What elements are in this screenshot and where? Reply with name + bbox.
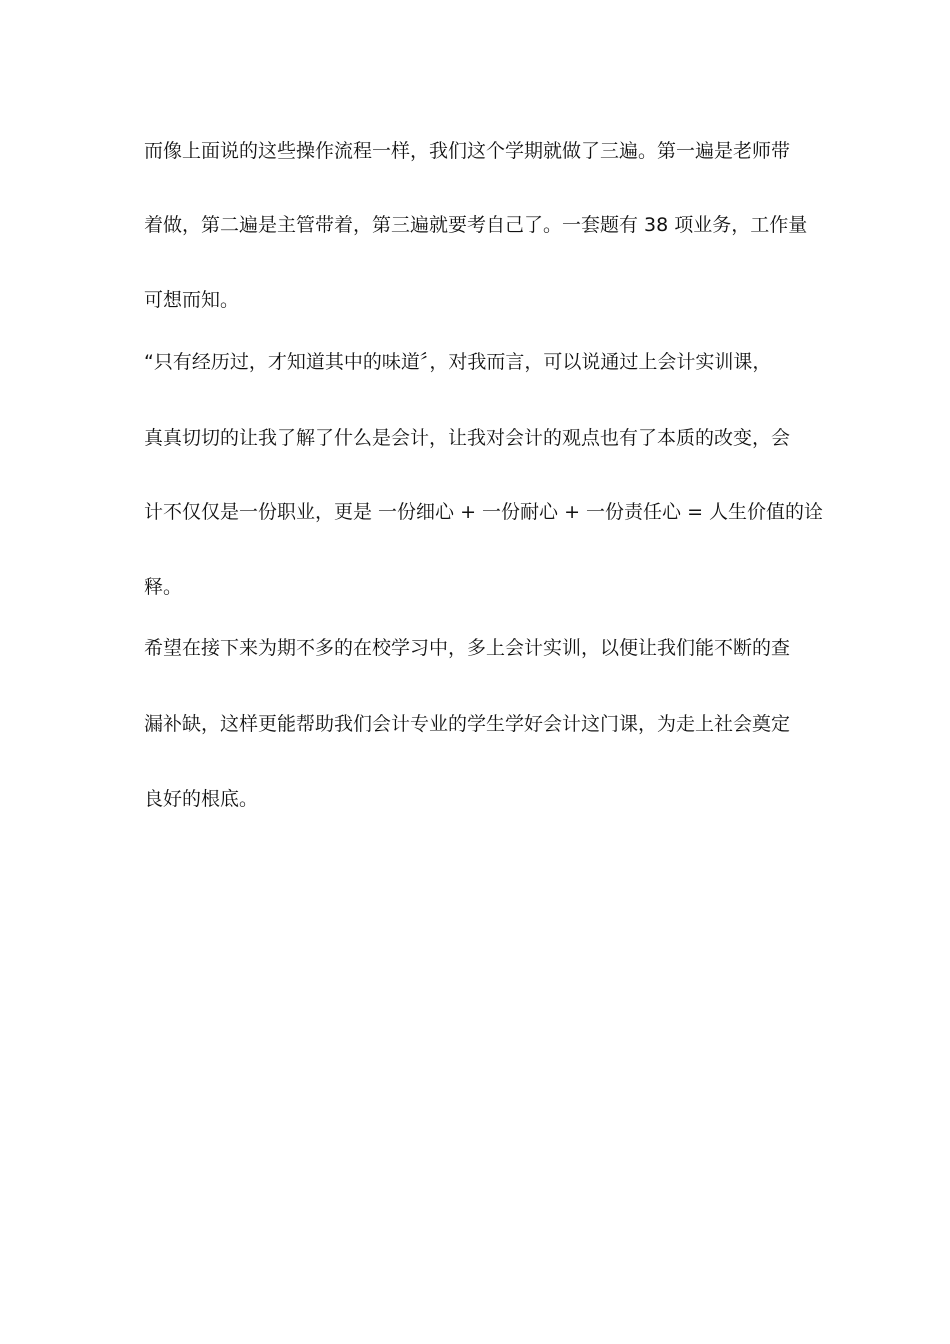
- text-line: 漏补缺，这样更能帮助我们会计专业的学生学好会计这门课，为走上社会奠定: [144, 713, 791, 735]
- text-line: 真真切切的让我了解了什么是会计，让我对会计的观点也有了本质的改变，会: [144, 427, 791, 449]
- text-line: “只有经历过，才知道其中的味道〞，对我而言，可以说通过上会计实训课，: [144, 351, 772, 373]
- text-line: 良好的根底。: [144, 788, 259, 810]
- text-line: 希望在接下来为期不多的在校学习中，多上会计实训，以便让我们能不断的查: [144, 637, 791, 659]
- text-line: 着做，第二遍是主管带着，第三遍就要考自己了。一套题有 38 项业务，工作量: [144, 214, 808, 236]
- text-line: 可想而知。: [144, 289, 240, 311]
- text-line: 释。: [144, 576, 183, 598]
- text-line: 计不仅仅是一份职业，更是 一份细心 + 一份耐心 + 一份责任心 = 人生价值的诠: [144, 501, 824, 523]
- text-line: 而像上面说的这些操作流程一样，我们这个学期就做了三遍。第一遍是老师带: [144, 140, 791, 162]
